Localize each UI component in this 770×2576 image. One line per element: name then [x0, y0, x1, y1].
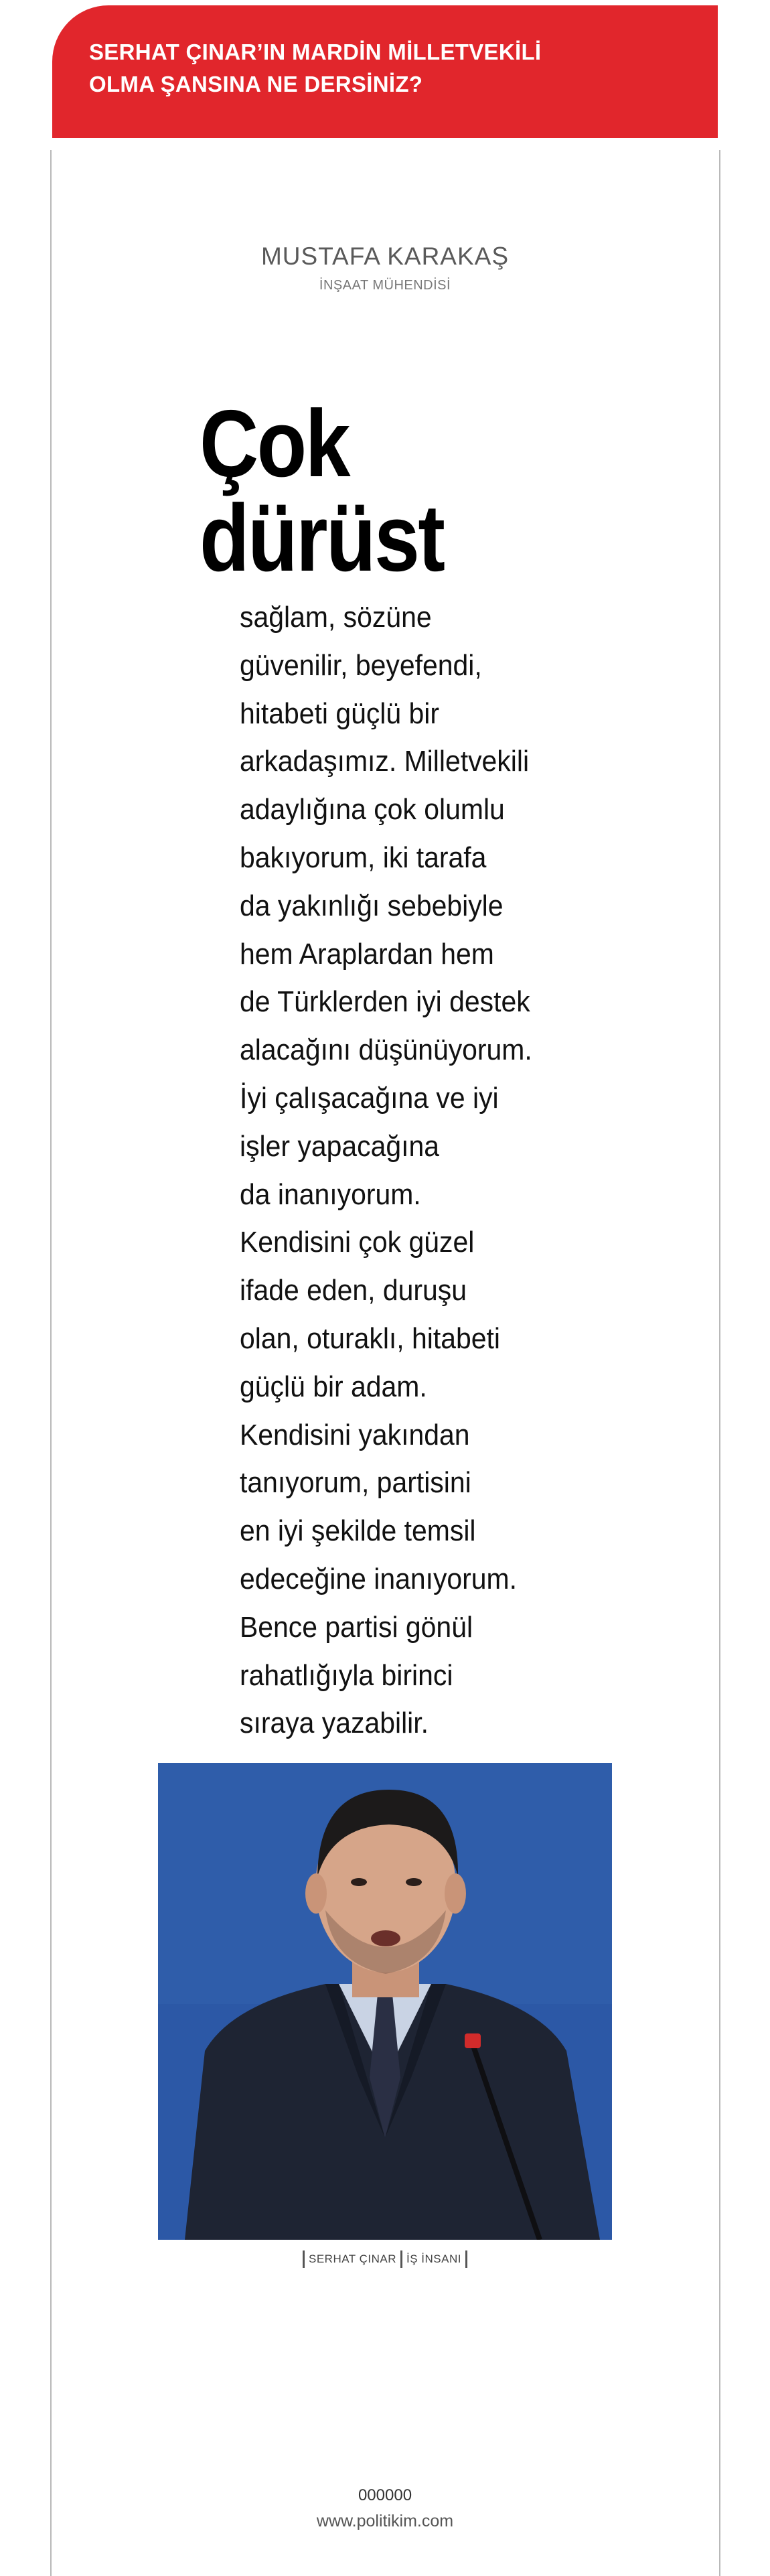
headline-line2: dürüst: [200, 485, 444, 591]
caption-name: SERHAT ÇINAR: [309, 2252, 397, 2265]
banner-title-line2: OLMA ŞANSINA NE DERSİNİZ?: [89, 72, 423, 96]
left-border-rule: [50, 150, 52, 2576]
quote-body: sağlam, sözüne güvenilir, beyefendi, hitabeti güçlü bir arkadaşımız. Milletvekili adaylığına çok olumlu bakıyorum, iki tarafa da yakınlığı sebebiyle hem Araplardan hem de Türklerden iyi destek alacağını düşünüyorum. İyi çalışacağına ve iyi işler yapacağına da inanıyorum. Kendisini çok güzel ifade eden, duruşu olan, oturaklı, hitabeti güçlü bir adam. Kendisini yakından tanıyorum, partisini en iyi şekilde temsil edeceğine inanıyorum. Bence partisi gönül rahatlığıyla birinci sıraya yazabilir.: [240, 601, 532, 1740]
portrait-illustration: [158, 1763, 612, 2240]
caption-divider: [400, 2250, 402, 2268]
page-number: 000000: [358, 2486, 412, 2504]
banner-title: [89, 36, 638, 100]
portrait-photo: [158, 1763, 612, 2240]
headline-line1: Çok: [200, 390, 349, 497]
caption-divider: [303, 2250, 305, 2268]
website-link[interactable]: www.politikim.com: [316, 2512, 454, 2530]
caption-divider: [465, 2250, 467, 2268]
banner-title-line1: SERHAT ÇINAR’IN MARDİN MİLLETVEKİLİ: [89, 40, 542, 64]
caption-role: İŞ İNSANI: [406, 2252, 461, 2265]
right-border-rule: [719, 150, 720, 2576]
author-role: İNŞAAT MÜHENDİSİ: [319, 278, 451, 293]
quote-headline: [200, 390, 545, 591]
author-name: MUSTAFA KARAKAŞ: [260, 242, 510, 270]
photo-caption: [0, 2250, 770, 2268]
